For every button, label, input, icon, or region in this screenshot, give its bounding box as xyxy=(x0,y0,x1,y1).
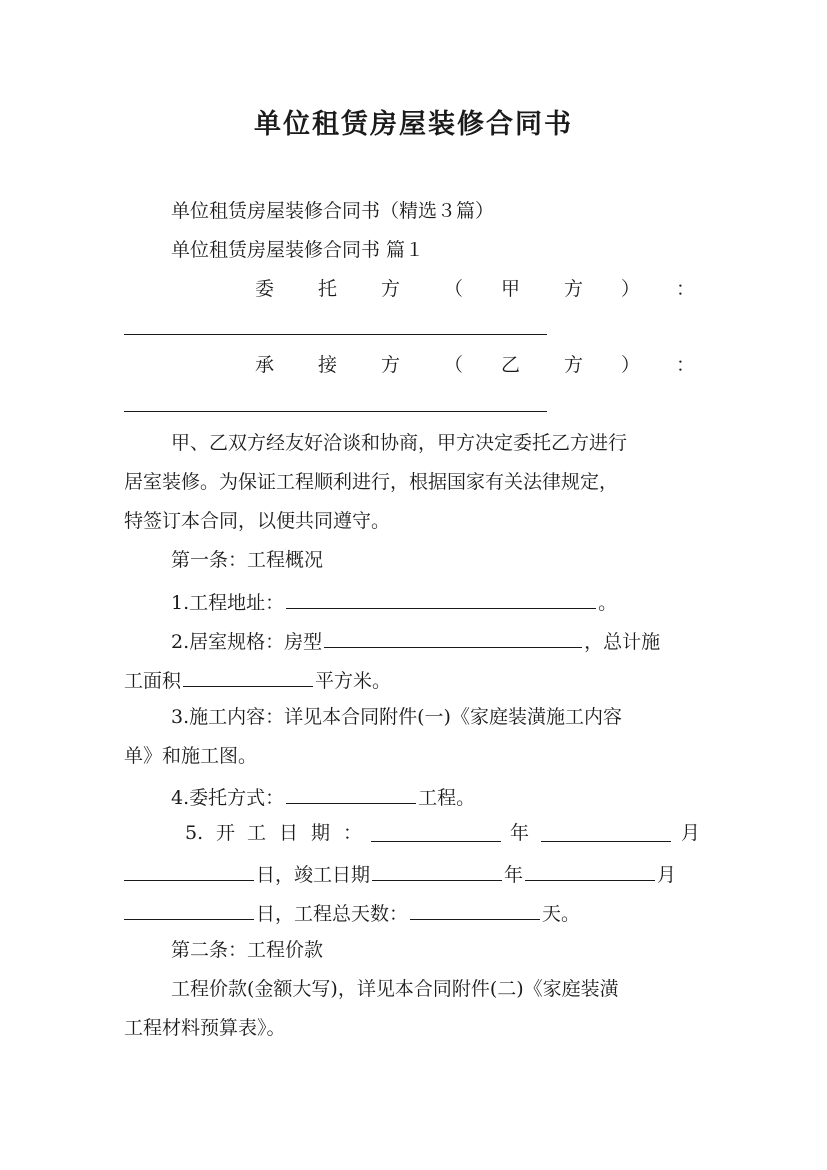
contractor-party-blank xyxy=(124,411,547,412)
end-day-blank xyxy=(124,899,254,920)
contractor-party-char: 乙 xyxy=(501,354,521,376)
client-party-char: 委 xyxy=(255,278,275,300)
item-room-area xyxy=(124,666,391,693)
article-2-line-1: 工程价款(金额大写)，详见本合同附件(二)《家庭装潢 xyxy=(171,978,619,1000)
item-room-spec-label: 2.居室规格：房型 xyxy=(171,631,323,653)
contractor-party-char: （ xyxy=(444,354,464,376)
item-commission-end: 工程。 xyxy=(418,787,476,809)
contractor-party-char: 接 xyxy=(318,354,338,376)
end-month-blank xyxy=(525,860,655,881)
contractor-party-label xyxy=(0,353,827,377)
client-party-char: （ xyxy=(444,278,464,300)
intro-line-3: 特签订本合同，以便共同遵守。 xyxy=(124,510,391,532)
commission-blank xyxy=(286,783,416,804)
intro-line-2: 居室装修。为保证工程顺利进行，根据国家有关法律规定， xyxy=(124,471,619,493)
item-room-spec-mid: ，总计施 xyxy=(584,631,661,653)
item-total-days xyxy=(124,899,580,926)
item-start-date xyxy=(0,821,827,845)
section-heading: 单位租赁房屋装修合同书 篇１ xyxy=(171,239,425,261)
client-party-char: 甲 xyxy=(501,278,521,300)
start-month-blank xyxy=(541,821,671,842)
client-party-char: 方 xyxy=(564,278,584,300)
article-1-heading: 第一条：工程概况 xyxy=(171,549,324,571)
client-party-blank xyxy=(124,334,547,335)
start-date-char: 期 xyxy=(311,822,331,844)
contractor-party-char: 方 xyxy=(564,354,584,376)
start-date-char: ： xyxy=(343,822,363,844)
contractor-party-char: ） xyxy=(621,354,641,376)
start-date-char: 日 xyxy=(279,822,299,844)
end-year-blank xyxy=(372,860,502,881)
contractor-party-char: 承 xyxy=(255,354,275,376)
client-party-char: 托 xyxy=(318,278,338,300)
document-title: 单位租赁房屋装修合同书 xyxy=(254,109,573,140)
item-address-label: 1.工程地址： xyxy=(171,592,285,614)
document-subtitle: 单位租赁房屋装修合同书（精选３篇） xyxy=(171,200,495,222)
item-address xyxy=(171,588,617,615)
contractor-party-char: 方 xyxy=(381,354,401,376)
client-party-char: ： xyxy=(676,278,696,300)
item-commission xyxy=(171,783,475,810)
start-year-blank xyxy=(371,821,501,842)
article-2-line-2: 工程材料预算表》。 xyxy=(124,1017,286,1039)
start-date-char: 工 xyxy=(247,822,267,844)
item-room-area-start: 工面积 xyxy=(124,670,182,692)
start-month-label: 月 xyxy=(681,822,701,844)
end-month-label: 月 xyxy=(657,864,677,886)
item-commission-label: 4.委托方式： xyxy=(171,787,285,809)
end-date-label: 日，竣工日期 xyxy=(256,864,371,886)
client-party-label xyxy=(0,277,827,301)
area-blank xyxy=(183,666,313,687)
item-address-end: 。 xyxy=(598,592,618,614)
item-end-date xyxy=(124,860,676,887)
address-blank xyxy=(286,588,596,609)
contractor-party-char: ： xyxy=(676,354,696,376)
client-party-char: ） xyxy=(621,278,641,300)
start-day-blank xyxy=(124,860,254,881)
intro-line-1: 甲、乙双方经友好洽谈和协商，甲方决定委托乙方进行 xyxy=(171,432,628,454)
total-days-blank xyxy=(410,899,540,920)
start-date-char: 开 xyxy=(216,822,236,844)
start-date-char: 5. xyxy=(185,822,204,844)
days-unit: 天。 xyxy=(542,903,581,925)
item-content-line-1: 3.施工内容：详见本合同附件(一)《家庭装潢施工内容 xyxy=(171,706,622,728)
item-room-spec xyxy=(171,627,660,654)
end-year-label: 年 xyxy=(504,864,524,886)
room-type-blank xyxy=(324,627,582,648)
article-2-heading: 第二条：工程价款 xyxy=(171,939,324,961)
client-party-char: 方 xyxy=(381,278,401,300)
item-content-line-2: 单》和施工图。 xyxy=(124,745,258,767)
total-days-label: 日，工程总天数： xyxy=(256,903,409,925)
start-year-label: 年 xyxy=(510,822,530,844)
item-room-area-end: 平方米。 xyxy=(315,670,392,692)
